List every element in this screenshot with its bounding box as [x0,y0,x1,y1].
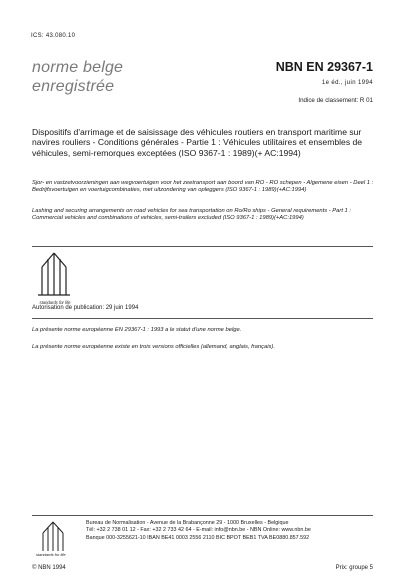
address-line-2: Tél: +32 2 738 01 12 - Fax: +32 2 733 42 64 - E-mail: info@nbn.be - NBN Online: www.nbn.be [86,527,311,534]
address-line-3: Banque 000-3255621-10 IBAN BE41 0003 2556 2110 BIC BPOT BEB1 TVA BE0880.857.592 [86,534,310,541]
footer-logo-icon [38,519,68,553]
divider-middle [32,318,373,319]
divider-top [32,246,373,247]
title-french: Dispositifs d'arrimage et de saisissage des véhicules routiers en transport maritime sur navires rouliers - Conditions générales - Partie 1 : Véhicules utilitaires et ensembles de véhicules, semi-remorques exceptées (ISO 9367-1 : 1989)(+ AC:1994) [32,127,363,158]
divider-bottom [32,515,373,516]
brand-line-1: norme belge [32,59,124,76]
address-line-1: Bureau de Normalisation - Avenue de la Brabançonne 29 - 1000 Bruxelles - Belgique [86,520,289,526]
nbn-logo-icon [36,247,74,299]
versions-statement: La présente norme européenne existe en trois versions officielles (allemand, anglais, français). [32,344,275,350]
title-dutch: Sjor- en vastzetvoorzieningen aan wegvoertuigen voor het zeetransport aan boord van RO - RO schepen - Algemene eisen - Deel 1 : Bedrijfsvoertuigen en voertuigcombinaties, met uitzondering van opleggers (ISO 9367-1 : 1989)(+AC:1994) [32,180,374,194]
publication-authorization: Autorisation de publication: 29 juin 1994 [32,305,139,311]
address-block [86,520,376,542]
ics-code: ICS: 43.080.10 [31,33,76,39]
title-english: Lashing and securing arrangements on road vehicles for sea transportation on Ro/Ro ships - General requirements - Part 1 : Commercial vehicles and combinations of vehicles, semi-trailers excluded (ISO 9367-1 : 1989)(+AC:1994) [32,208,351,222]
classification-index: Indice de classement: R 01 [298,97,373,104]
edition-date: 1e éd., juin 1994 [321,80,373,86]
status-statement: La présente norme européenne EN 29367-1 : 1993 a le statut d'une norme belge. [32,327,242,333]
footer-logo-caption: standards for life [36,552,66,557]
copyright: © NBN 1994 [32,565,66,571]
logo-caption: standards for life [39,300,71,305]
price-group: Prix: groupe 5 [335,565,373,571]
brand-line-2: enregistrée [32,78,115,95]
standard-number: NBN EN 29367-1 [275,60,373,74]
